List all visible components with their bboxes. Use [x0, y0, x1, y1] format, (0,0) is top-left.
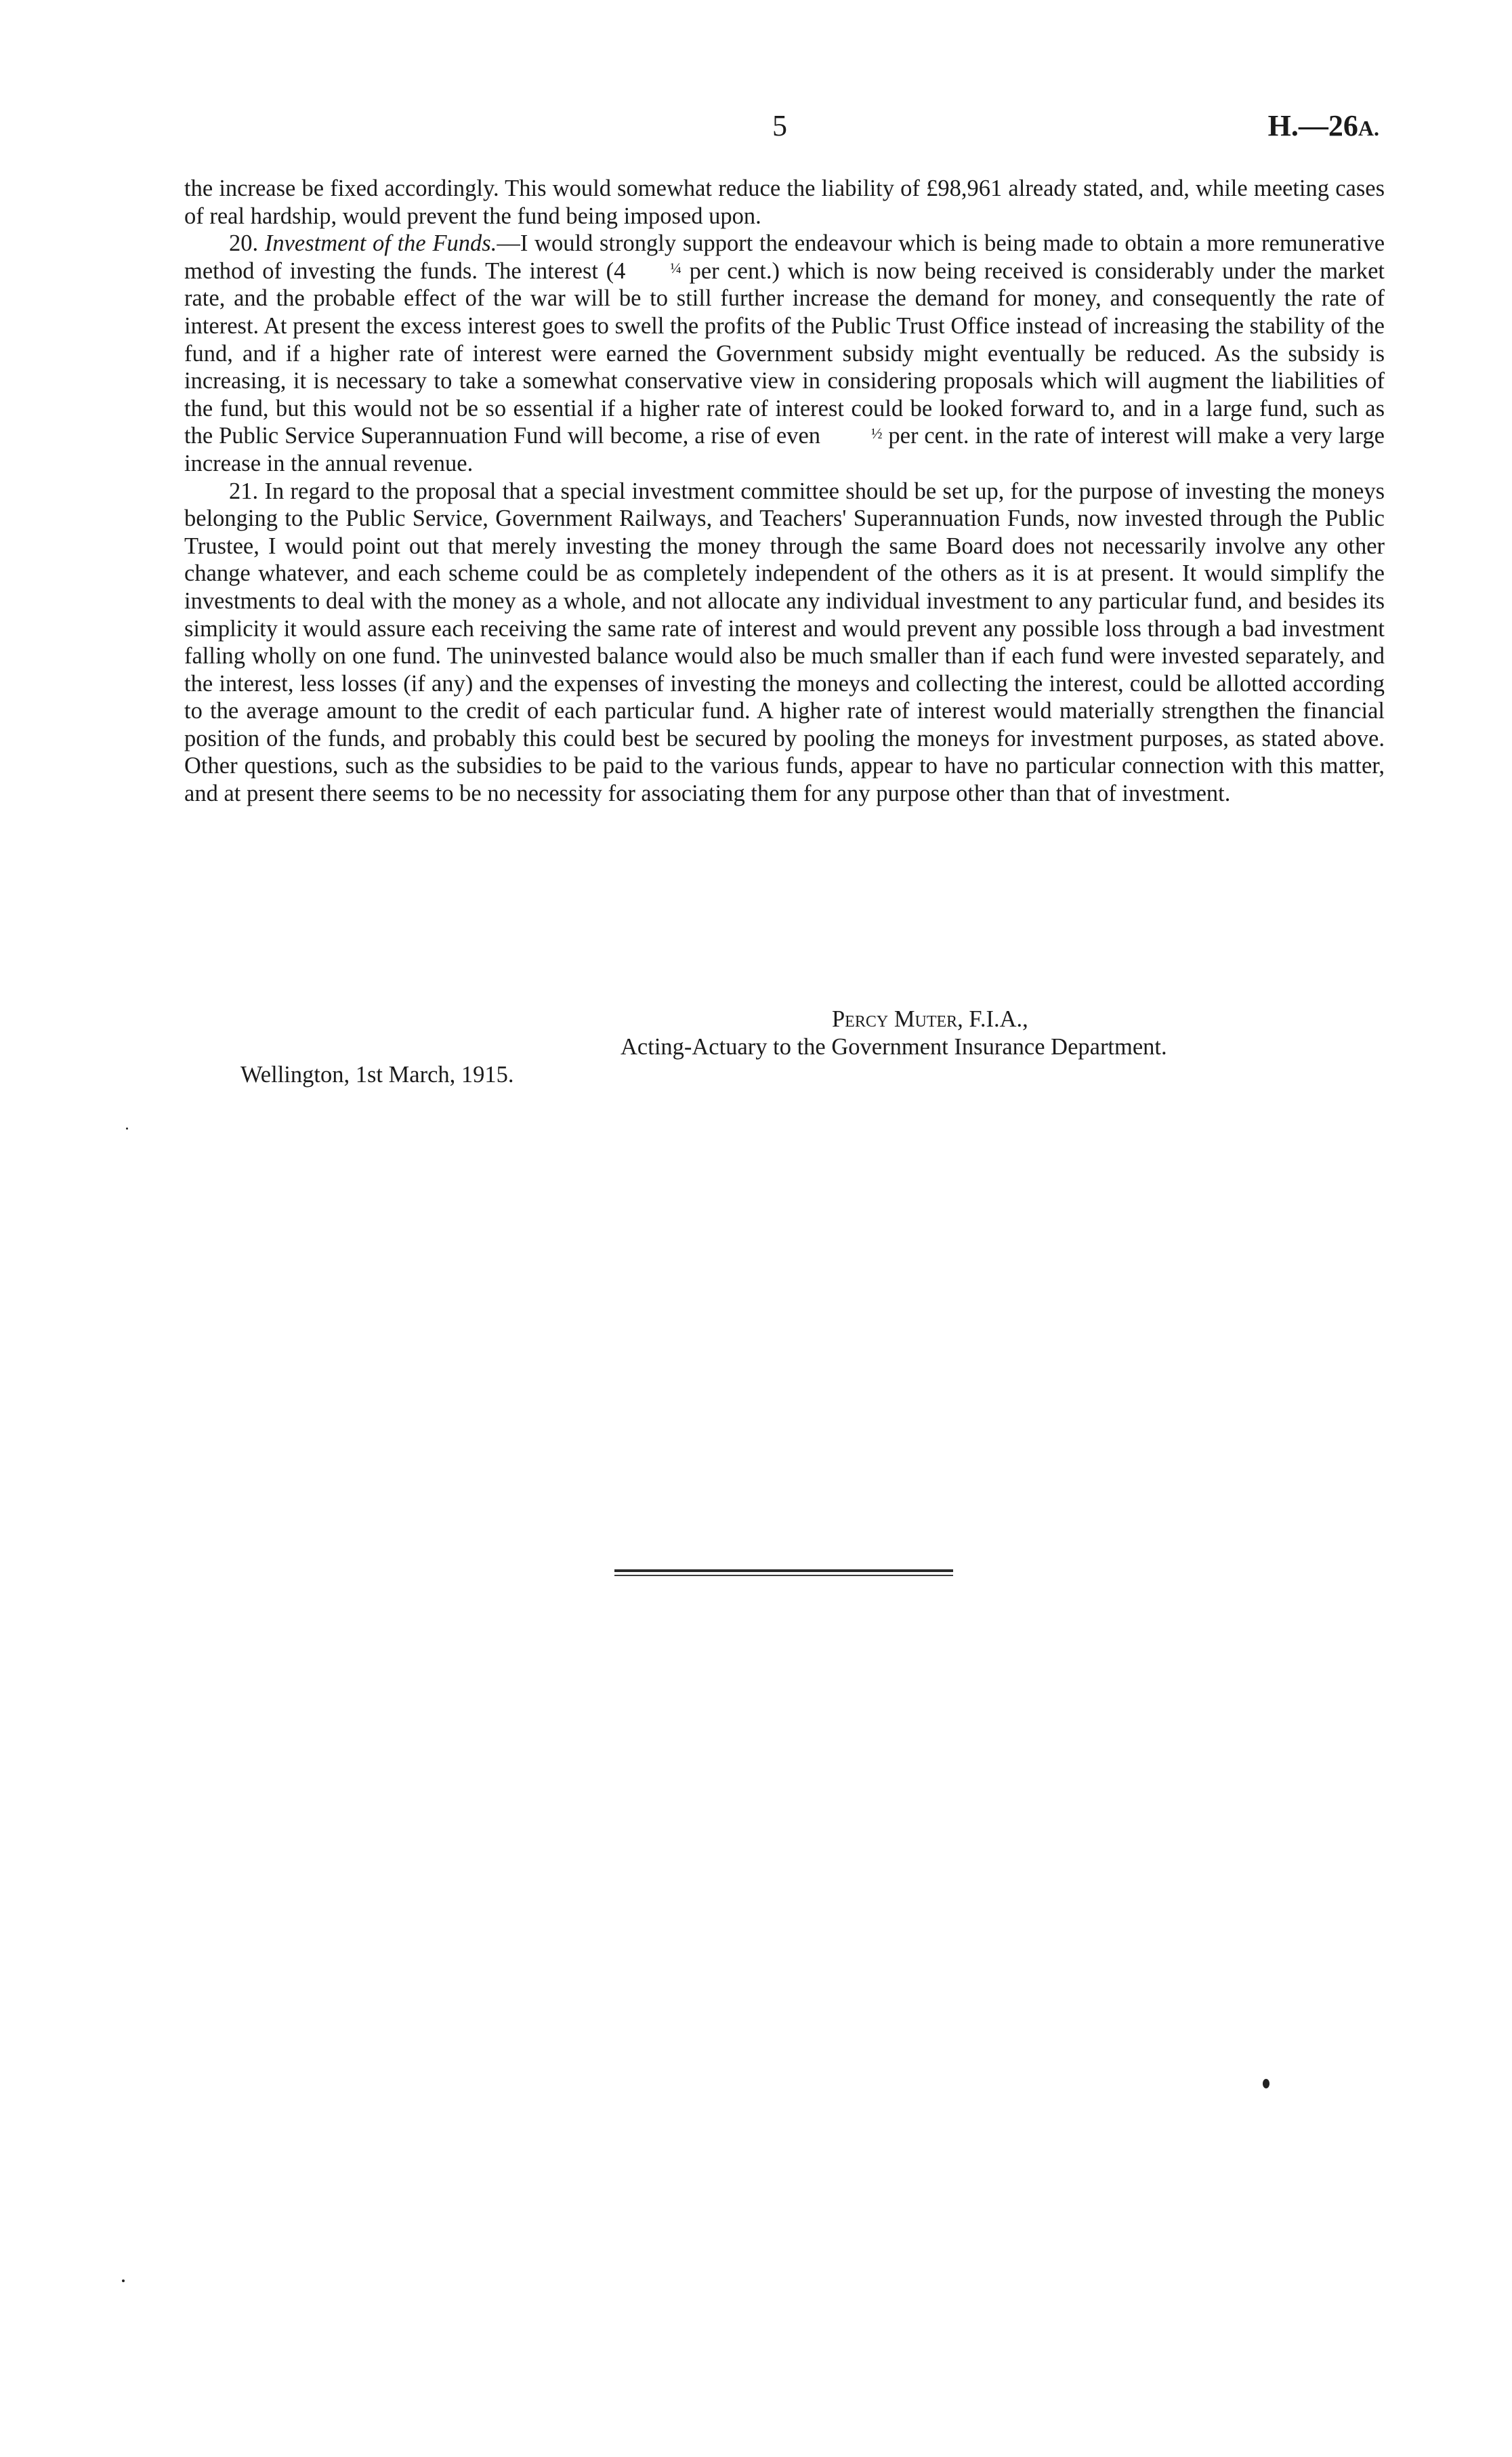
paragraph-21: 21. In regard to the proposal that a special investment committee should be set up, for the purpose of investing the moneys belonging to the Public Service, Government Railways, and Teachers' Superannuation Funds, now invested through the Public Trustee, I would point out that merely investing the money through the same Board does not necessarily involve any other change whatever, and each scheme could be as completely independent of the others as it is at present. It would simplify the investments to deal with the money as a whole, and not allocate any individual investment to any particular fund, and besides its simplicity it would assure each receiving the same rate of interest and would prevent any possible loss through a bad investment falling wholly on one fund. The uninvested balance would also be much smaller than if each fund were invested separately, and the interest, less losses (if any) and the expenses of investing the moneys and collecting the interest, could be allotted according to the average amount to the credit of each particular fund. A higher rate of interest would materially strengthen the financial position of the funds, and probably this could best be secured by pooling the moneys for investment purposes, as stated above. Other questions, such as the subsidies to be paid to the various funds, appear to have no particular connection with this matter, and at present there seems to be no necessity for associating them for any purpose other than that of investment. — [184, 478, 1385, 807]
report-body — [184, 175, 1385, 808]
paragraph-20-text-a: —I would strongly support the endeavour which is being made to obtain a more remunerative method of investing the funds. The interest (4 — [184, 230, 1385, 284]
document-reference — [1268, 108, 1379, 143]
paragraph-20-text-c: per cent. in the rate of interest will make a very large increase in the annual revenue. — [184, 423, 1385, 476]
section-end-rule — [614, 1569, 953, 1582]
print-speck — [126, 1128, 128, 1130]
rule-line-thin — [614, 1575, 953, 1576]
paragraph-20-heading: Investment of the Funds. — [264, 230, 497, 257]
document-reference-suffix: A. — [1358, 116, 1379, 140]
fraction-quarter: ¼ — [670, 260, 681, 277]
paragraph-20 — [184, 230, 1385, 477]
signatory-name: Percy Muter, F.I.A., — [832, 1006, 1028, 1032]
page-number: 5 — [772, 109, 788, 142]
paragraph-20-number: 20. — [229, 230, 265, 257]
dateline: Wellington, 1st March, 1915. — [240, 1062, 514, 1088]
paragraph-20-text-b: per cent.) which is now being received is considerably under the market rate, and the probable effect of the war will be to still further increase the demand for money, and consequently the rate of interest. At present the excess interest goes to swell the profits of the Public Trust Office instead of increasing the stability of the fund, and if a higher rate of interest were earned the Government subsidy might eventually be reduced. As the subsidy is increasing, it is necessary to take a somewhat conservative view in considering proposals which will augment the liabilities of the fund, but this would not be so essential if a higher rate of interest could be looked forward to, and in a large fund, such as the Public Service Superannuation Fund will become, a rise of even — [184, 257, 1385, 449]
document-reference-main: H.—26 — [1267, 109, 1358, 142]
print-speck — [122, 2279, 125, 2282]
signatory-title: Acting-Actuary to the Government Insurance Department. — [621, 1034, 1167, 1060]
paragraph-continued: the increase be fixed accordingly. This would somewhat reduce the liability of £98,961 already stated, and, while meeting cases of real hardship, would prevent the fund being imposed upon. — [184, 176, 1385, 229]
print-speck — [1263, 2079, 1269, 2088]
fraction-half: ½ — [870, 424, 883, 442]
rule-line-thick — [614, 1569, 953, 1572]
